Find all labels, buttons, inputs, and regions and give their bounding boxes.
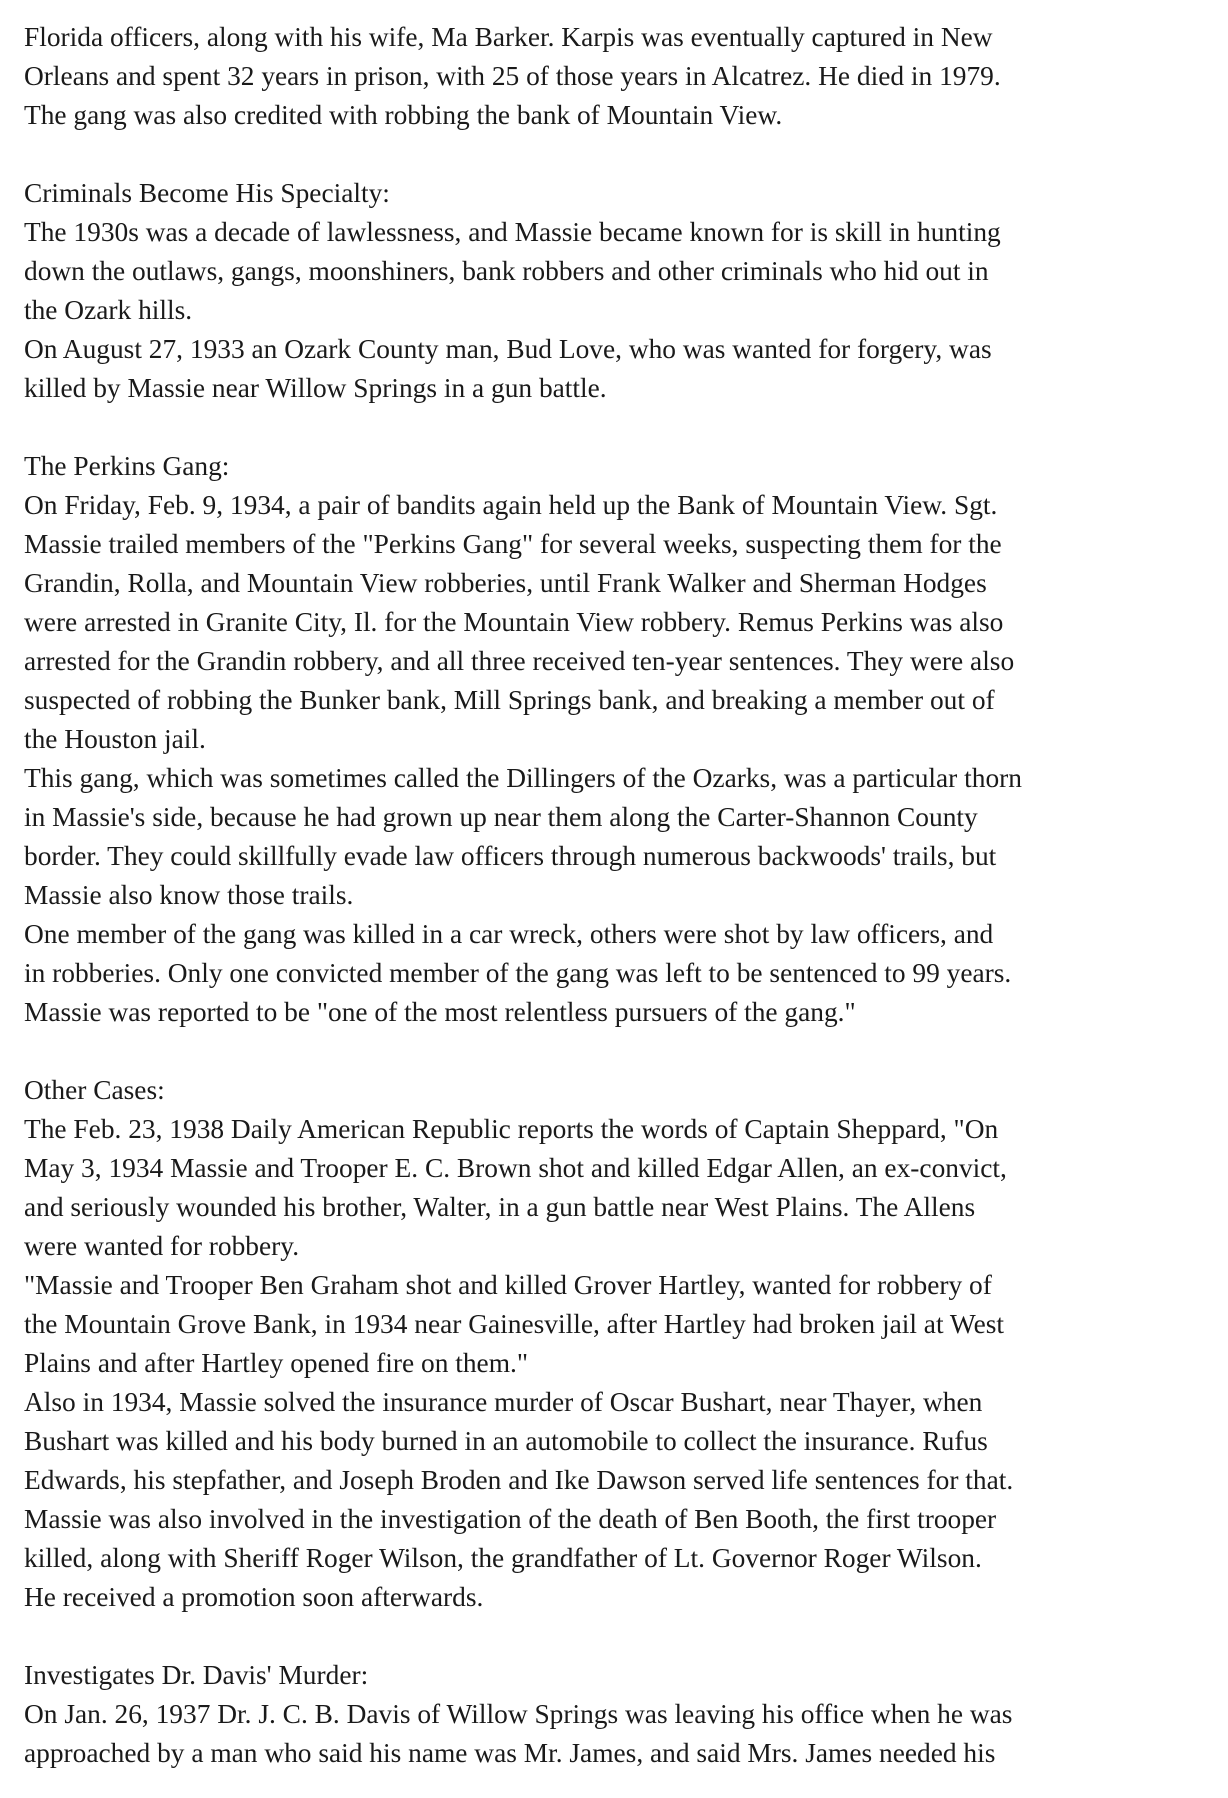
intro-paragraph (24, 18, 1214, 135)
section-heading: Criminals Become His Specialty: (24, 178, 390, 208)
text-line: and seriously wounded his brother, Walter, in a gun battle near West Plains. The Allens (24, 1192, 976, 1222)
text-line: down the outlaws, gangs, moonshiners, bank robbers and other criminals who hid out in (24, 256, 989, 286)
section-heading: Other Cases: (24, 1075, 165, 1105)
text-line: approached by a man who said his name was Mr. James, and said Mrs. James needed his (24, 1738, 996, 1768)
paragraph-gap (24, 135, 1214, 174)
paragraph-gap (24, 1617, 1214, 1656)
text-line: He received a promotion soon afterwards. (24, 1582, 484, 1612)
document-page (24, 18, 1214, 1773)
text-line: Edwards, his stepfather, and Joseph Broden and Ike Dawson served life sentences for that. (24, 1465, 1014, 1495)
section-dr-davis-murder (24, 1656, 1214, 1773)
text-line: were arrested in Granite City, Il. for the Mountain View robbery. Remus Perkins was also (24, 607, 1004, 637)
text-line: Massie was also involved in the investigation of the death of Ben Booth, the first trooper (24, 1504, 997, 1534)
text-line: killed, along with Sheriff Roger Wilson, the grandfather of Lt. Governor Roger Wilson. (24, 1543, 982, 1573)
text-line: On August 27, 1933 an Ozark County man, Bud Love, who was wanted for forgery, was (24, 334, 992, 364)
text-line: Orleans and spent 32 years in prison, with 25 of those years in Alcatrez. He died in 1979. (24, 61, 1001, 91)
text-line: This gang, which was sometimes called the Dillingers of the Ozarks, was a particular thorn (24, 763, 1022, 793)
text-line: Bushart was killed and his body burned in an automobile to collect the insurance. Rufus (24, 1426, 988, 1456)
text-line: The Feb. 23, 1938 Daily American Republic reports the words of Captain Sheppard, "On (24, 1114, 999, 1144)
text-line: the Mountain Grove Bank, in 1934 near Gainesville, after Hartley had broken jail at West (24, 1309, 1005, 1339)
text-line: One member of the gang was killed in a car wreck, others were shot by law officers, and (24, 919, 994, 949)
text-line: Massie was reported to be "one of the most relentless pursuers of the gang." (24, 997, 856, 1027)
text-line: "Massie and Trooper Ben Graham shot and killed Grover Hartley, wanted for robbery of (24, 1270, 992, 1300)
text-line: Massie also know those trails. (24, 880, 354, 910)
text-line: On Friday, Feb. 9, 1934, a pair of bandits again held up the Bank of Mountain View. Sgt. (24, 490, 998, 520)
paragraph-gap (24, 1032, 1214, 1071)
text-line: killed by Massie near Willow Springs in a gun battle. (24, 373, 607, 403)
text-line: arrested for the Grandin robbery, and all three received ten-year sentences. They were also (24, 646, 1015, 676)
paragraph-gap (24, 408, 1214, 447)
text-line: suspected of robbing the Bunker bank, Mill Springs bank, and breaking a member out of (24, 685, 995, 715)
text-line: border. They could skillfully evade law officers through numerous backwoods' trails, but (24, 841, 997, 871)
text-line: in robberies. Only one convicted member of the gang was left to be sentenced to 99 years. (24, 958, 1012, 988)
section-heading: Investigates Dr. Davis' Murder: (24, 1660, 369, 1690)
text-line: The gang was also credited with robbing the bank of Mountain View. (24, 100, 783, 130)
text-line: Massie trailed members of the "Perkins Gang" for several weeks, suspecting them for the (24, 529, 1002, 559)
section-perkins-gang (24, 447, 1214, 1032)
text-line: Plains and after Hartley opened fire on them." (24, 1348, 529, 1378)
section-criminals-specialty (24, 174, 1214, 408)
text-line: On Jan. 26, 1937 Dr. J. C. B. Davis of Willow Springs was leaving his office when he was (24, 1699, 1013, 1729)
text-line: in Massie's side, because he had grown up near them along the Carter-Shannon County (24, 802, 978, 832)
text-line: were wanted for robbery. (24, 1231, 300, 1261)
text-line: Grandin, Rolla, and Mountain View robberies, until Frank Walker and Sherman Hodges (24, 568, 987, 598)
text-line: the Ozark hills. (24, 295, 193, 325)
section-other-cases (24, 1071, 1214, 1617)
text-line: May 3, 1934 Massie and Trooper E. C. Brown shot and killed Edgar Allen, an ex-convict, (24, 1153, 1007, 1183)
section-heading: The Perkins Gang: (24, 451, 230, 481)
text-line: Florida officers, along with his wife, Ma Barker. Karpis was eventually captured in New (24, 22, 993, 52)
text-line: the Houston jail. (24, 724, 206, 754)
text-line: The 1930s was a decade of lawlessness, and Massie became known for is skill in hunting (24, 217, 1001, 247)
text-line: Also in 1934, Massie solved the insurance murder of Oscar Bushart, near Thayer, when (24, 1387, 983, 1417)
